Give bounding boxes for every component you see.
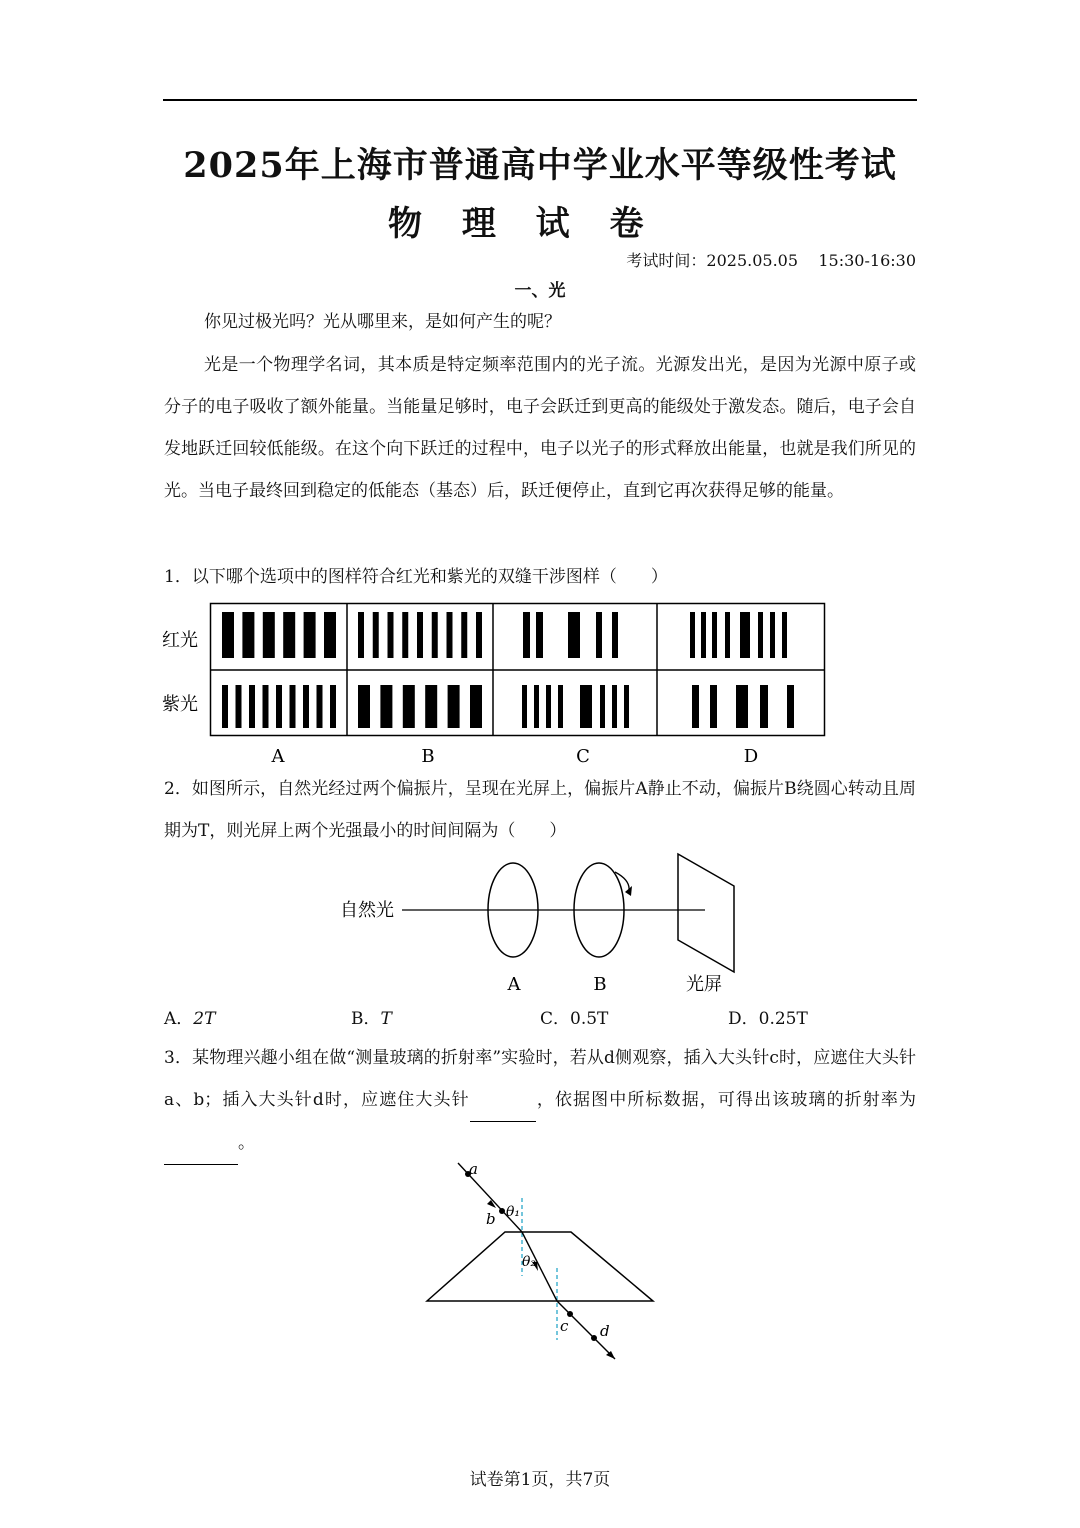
fringe-bar [276,685,282,728]
fringe-bar [736,685,748,728]
screen-label: 光屏 [686,974,722,995]
fringe-bar [568,612,580,658]
theta-2-label: θ₂ [522,1254,537,1270]
fringe-bar [600,685,605,728]
fringe-bar [461,612,467,658]
option-a[interactable] [164,1004,215,1029]
fringe-bar [373,612,379,658]
fringe-bar [760,685,768,728]
option-b[interactable] [351,1004,392,1029]
fringe-bar [612,612,618,658]
fringe-bar [740,612,750,658]
polarizer-b-label: B [593,974,607,995]
fringe-bar [222,612,234,658]
fringe-bar [712,612,717,658]
option-d-value: 0.25T [758,1009,808,1029]
fringe-bar [692,685,699,728]
question-3-text [164,1037,916,1165]
fringe-bar [787,685,794,728]
option-c[interactable] [540,1004,608,1029]
fringe-bar [522,685,527,728]
fringe-bar [304,612,316,658]
fringe-bar [546,685,551,728]
rotation-arrow [615,872,629,890]
option-a-letter: A． [164,1009,194,1029]
fringe-bar [558,685,563,728]
fringe-bar [758,612,763,658]
exam-hours: 15:30-16:30 [818,251,916,270]
pin-d [591,1335,597,1341]
option-label-a: A [271,746,285,767]
question-3-part1: 3．某物理兴趣小组在做“测量玻璃的折射率”实验时，若从d侧观察，插入大头针c时，应遮住大头针a、b；插入大头针d时，应遮住大头针 [164,1048,916,1110]
pin-b-label: b [486,1210,496,1228]
fringe-bar [380,685,392,728]
fringe-bar [624,685,629,728]
fringe-bar [596,612,602,658]
option-b-letter: B． [351,1009,381,1029]
exam-time [626,248,916,271]
fringe-bar [330,685,336,728]
fringe-bar [242,612,254,658]
header-rule [163,99,917,101]
fringe-bar [536,612,543,658]
fringe-bar [388,612,394,658]
ray-arrow [487,1200,496,1208]
intro-paragraph-1: 你见过极光吗？光从哪里来，是如何产生的呢？ [204,312,561,332]
question-3-part2: ，依据图中所标数据，可得出该玻璃的折射率为 [535,1090,916,1110]
fringe-bar [263,685,269,728]
fringe-bar [470,685,482,728]
fringe-bar [358,612,364,658]
natural-light-label: 自然光 [340,900,394,921]
fringe-bar [448,685,460,728]
fringe-bar [283,612,295,658]
row-label-violet: 紫光 [162,694,198,715]
polarizer-diagram [330,850,750,1000]
fringe-bar [432,612,438,658]
glass-refraction-diagram [420,1158,660,1368]
question-1-text: 1．以下哪个选项中的图样符合红光和紫光的双缝干涉图样（ ） [164,567,668,587]
fringe-bar [580,685,592,728]
question-3-part3: 。 [238,1133,255,1153]
fringe-bar [770,612,775,658]
fringe-bar [402,612,408,658]
fringe-bar [725,612,730,658]
option-a-value: 2T [193,1009,216,1029]
exam-subtitle: 物 理 试 卷 [388,204,658,244]
exam-date: 2025.05.05 [706,251,799,270]
fringe-bar [222,685,228,728]
option-label-c: C [576,746,590,767]
pin-a-label: a [469,1160,478,1178]
fringe-bar [403,685,415,728]
pin-b [499,1208,505,1214]
pin-d-label: d [600,1322,610,1340]
exam-time-label: 考试时间： [626,251,707,270]
fringe-bar [303,685,309,728]
fringe-bar [447,612,453,658]
fringe-bar [236,685,242,728]
option-d-letter: D． [728,1009,759,1029]
question-2-text: 2．如图所示，自然光经过两个偏振片，呈现在光屏上，偏振片A静止不动，偏振片B绕圆心转动且周期为T，则光屏上两个光强最小的时间间隔为（ ） [164,779,916,841]
section-title: 一、光 [514,281,566,301]
fringe-bar [534,685,539,728]
interference-pattern-table [160,600,840,772]
fringe-bar [523,612,530,658]
option-c-value: 0.5T [570,1009,609,1029]
fringe-bar [425,685,437,728]
fringe-bar [476,612,482,658]
option-label-b: B [421,746,435,767]
intro-paragraph-2: 光是一个物理学名词，其本质是特定频率范围内的光子流。光源发出光，是因为光源中原子或分子的电子吸收了额外能量。当能量足够时，电子会跃迁到更高的能级处于激发态。随后，电子会自发地跃迁回较低能级。在这个向下跃迁的过程中，电子以光子的形式释放出能量，也就是我们所见的光。当电子最终回到稳定的低能态（基态）后，跃迁便停止，直到它再次获得足够的能量。 [164,355,916,501]
fringe-bar [701,612,706,658]
fringe-bar [324,612,336,658]
option-c-letter: C． [540,1009,571,1029]
pin-c-label: c [560,1317,569,1335]
option-d[interactable] [728,1004,808,1029]
fringe-bar [690,612,695,658]
fringe-bar [249,685,255,728]
row-label-red: 红光 [162,630,198,651]
polarizer-a-label: A [507,974,521,995]
fringe-bar [782,612,787,658]
page-footer: 试卷第1页，共7页 [469,1470,611,1490]
option-b-value: T [380,1009,392,1029]
fringe-bar [710,685,717,728]
fringe-bar [290,685,296,728]
fringe-bar [263,612,275,658]
fringe-bar [317,685,323,728]
fringe-bar [612,685,617,728]
fringe-bar [358,685,370,728]
fringe-bar [417,612,423,658]
exam-title: 2025年上海市普通高中学业水平等级性考试 [183,145,897,186]
option-label-d: D [743,746,759,767]
light-screen [678,854,734,972]
theta-1-label: θ₁ [506,1204,521,1220]
answer-blank-2[interactable] [164,1122,238,1165]
answer-blank-1[interactable] [470,1079,536,1122]
